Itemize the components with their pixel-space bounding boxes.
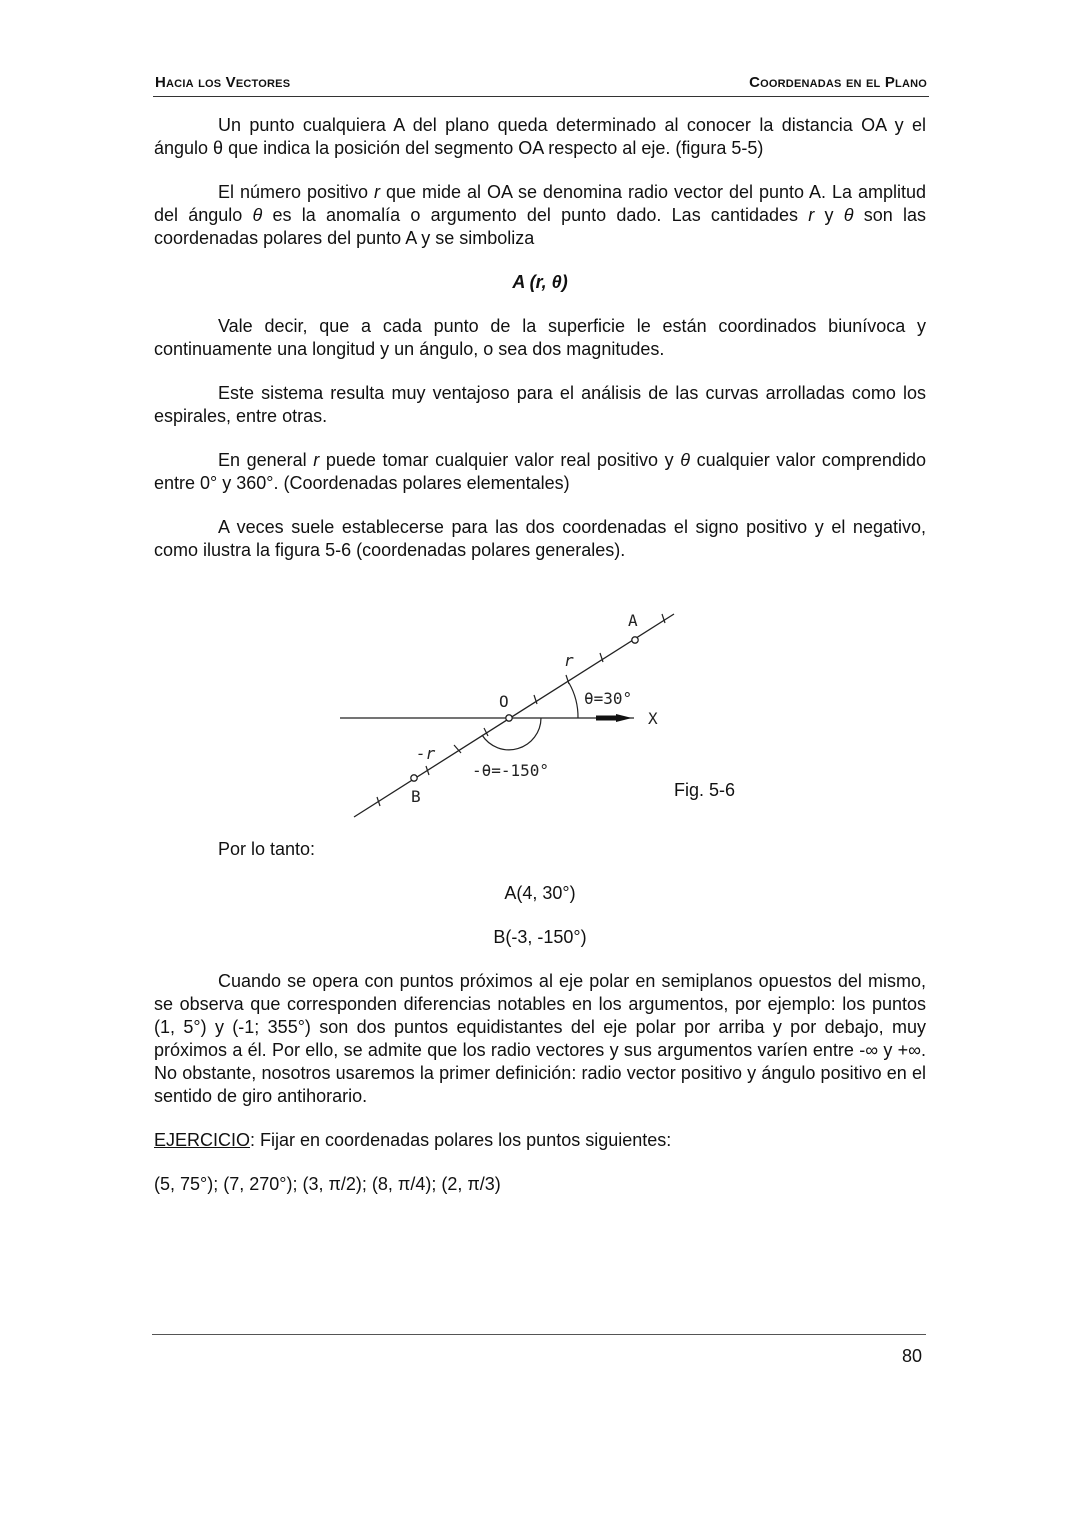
label-origin: O	[499, 692, 509, 711]
formula-polar-notation: A (r, θ)	[512, 272, 568, 292]
symbol-theta: θ	[680, 450, 691, 470]
text-segment: puede tomar cualquier valor real positivo y	[319, 450, 681, 470]
figure-polar-coordinates	[154, 583, 926, 838]
header-book-title: Hacia los Vectores	[155, 74, 291, 91]
paragraph-semiplanos: Cuando se opera con puntos próximos al eje polar en semiplanos opuestos del mismo, se observa que corresponden diferencias notables en los argumentos, por ejemplo: los puntos (1, 5°) y (-1; 355°) son dos puntos equidistantes del eje polar por arriba y por debajo, muy próximos a él. Por ello, se admite que los radio vectores y sus argumentos varíen entre -∞ y +∞. No obstante, nosotros usaremos la primer definición: radio vector positivo y ángulo positivo en el sentido de giro antihorario.	[154, 971, 926, 1106]
exercise-text: : Fijar en coordenadas polares los puntos siguientes:	[250, 1130, 672, 1150]
paragraph-generales: A veces suele establecerse para las dos coordenadas el signo positivo y el negativo, como ilustra la figura 5-6 (coordenadas polares generales).	[154, 517, 926, 560]
paragraph-elementales	[154, 449, 926, 495]
axis-arrowhead	[616, 714, 632, 722]
text-segment: son las coordenadas polares del punto A y se simboliza	[154, 205, 926, 248]
origin-point	[506, 715, 512, 721]
text-por-lo-tanto: Por lo tanto:	[218, 839, 316, 859]
label-theta: θ=30°	[584, 689, 633, 708]
running-header	[153, 74, 929, 97]
symbol-r: r	[374, 182, 380, 202]
symbol-r: r	[313, 450, 320, 470]
paragraph-intro: Un punto cualquiera A del plano queda determinado al conocer la distancia OA y el ángulo θ que indica la posición del segmento OA respecto al eje. (figura 5-5)	[154, 115, 926, 158]
text-segment: que mide al OA se denomina radio vector del punto A. La amplitud del ángulo	[154, 182, 926, 225]
point-a	[632, 637, 638, 643]
exercise-statement	[154, 1129, 926, 1152]
text-segment: y	[814, 205, 844, 225]
text-segment: cualquier valor comprendido entre 0° y 360°. (Coordenadas polares elementales)	[154, 450, 926, 493]
page-body	[154, 114, 926, 1217]
label-neg-theta: -θ=-150°	[472, 761, 550, 780]
symbol-r: r	[808, 205, 815, 225]
label-axis-x: X	[648, 709, 658, 728]
page-number: 80	[901, 1346, 922, 1366]
footer-divider	[152, 1334, 926, 1335]
label-point-a: A	[628, 611, 638, 630]
text-segment: es la anomalía o argumento del punto dado. Las cantidades	[262, 205, 809, 225]
coordinate-b: B(-3, -150°)	[493, 927, 587, 947]
text-segment: El número positivo	[218, 182, 374, 202]
symbol-theta: θ	[252, 205, 263, 225]
theta-arc	[569, 683, 578, 718]
point-b	[411, 775, 417, 781]
symbol-theta: θ	[843, 205, 854, 225]
paragraph-biunivoca: Vale decir, que a cada punto de la superficie le están coordinados biunívoca y continuamente una longitud y un ángulo, o sea dos magnitudes.	[154, 316, 926, 359]
exercise-label: EJERCICIO	[154, 1130, 251, 1150]
paragraph-ventajoso: Este sistema resulta muy ventajoso para el análisis de las curvas arrolladas como los espirales, entre otras.	[154, 383, 926, 426]
label-radius: r	[564, 651, 574, 670]
paragraph-radio-vector	[154, 181, 926, 250]
text-segment: En general	[218, 450, 314, 470]
label-point-b: B	[411, 787, 421, 806]
polar-diagram	[154, 583, 926, 838]
header-chapter-title: Coordenadas en el Plano	[749, 74, 927, 91]
radius-line	[354, 614, 674, 817]
coordinate-a: A(4, 30°)	[504, 883, 576, 903]
label-neg-radius: -r	[416, 744, 436, 763]
figure-caption: Fig. 5-6	[674, 780, 736, 800]
neg-theta-arc	[482, 718, 541, 750]
exercise-points: (5, 75°); (7, 270°); (3, π/2); (8, π/4); (2, π/3)	[154, 1174, 501, 1194]
